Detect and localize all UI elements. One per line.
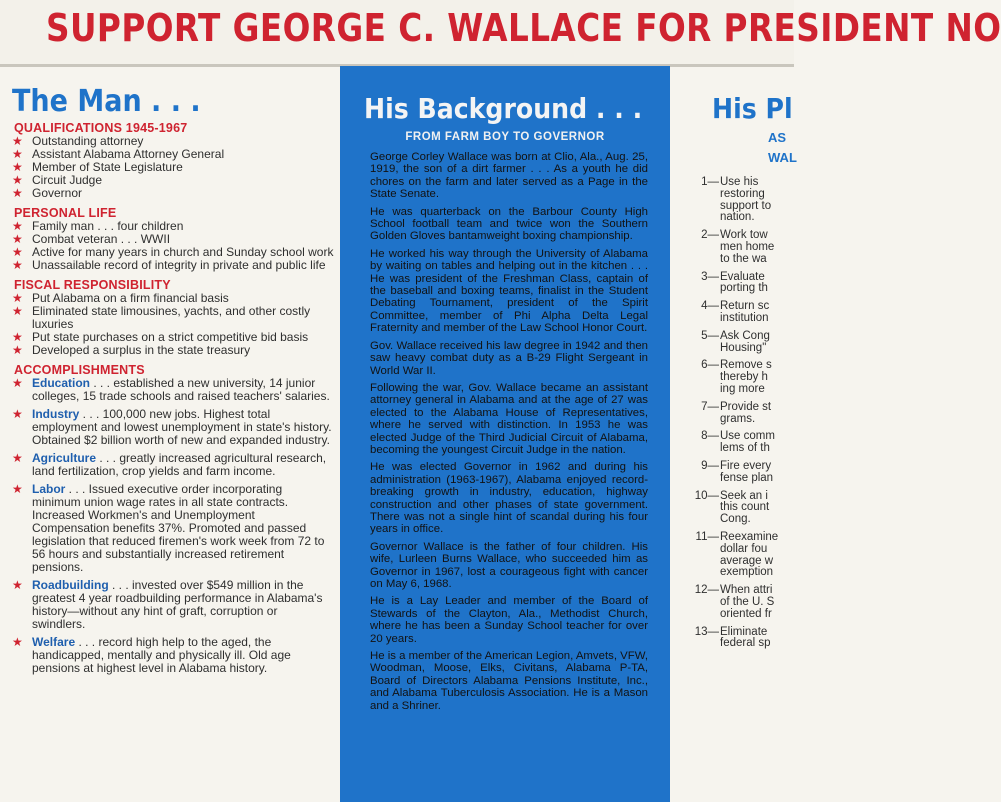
star-icon: ★ [12,304,23,318]
platform-item-text [720,331,770,355]
platform-item-line: Return sc [720,300,770,313]
platform-item-line: Work tow [720,229,768,242]
star-icon: ★ [12,258,23,272]
banner-title: SUPPORT GEORGE C. WALLACE FOR PRESIDENT NO [46,6,1001,50]
platform-item [676,301,794,325]
list-item: ★ Eliminated state limousines, yachts, and other costly luxuries [12,304,311,331]
platform-item-line: nation. [720,211,755,224]
platform-heading: His Pl [712,92,793,125]
background-paragraph: George Corley Wallace was born at Clio, Ala., Aug. 25, 1919, the son of a dirt farmer . . . As a youth he did chores on the farm and later served as a Page in the State Senate. [370,151,648,201]
platform-item-line: dollar fou [720,542,768,555]
platform-item-line: Eliminate [720,625,768,638]
platform-item [676,532,794,579]
platform-item-line: Remove s [720,359,772,372]
platform-item-line: support to [720,199,772,212]
background-paragraph: He was elected Governor in 1962 and during his administration (1963-1967), Alabama enjoyed record-breaking growth in industry, education, highway construction and other phases of state government. There was not a single hint of scandal during his four years in office. [370,461,648,536]
platform-item-line: Fire every [720,459,772,472]
platform-item-number: 11— [695,530,719,543]
background-heading: His Background . . . [364,92,643,125]
platform-item-number: 2— [701,229,719,242]
platform-item-line: Seek an i [720,489,768,502]
platform-item-text [720,301,769,325]
platform-item [676,331,794,355]
platform-item-number: 7— [701,400,719,413]
accomplishments-heading: ACCOMPLISHMENTS [14,363,145,377]
star-icon: ★ [12,343,23,357]
platform-item-number: 1— [701,176,719,188]
list-item: ★ Family man . . . four children [12,219,184,233]
star-icon: ★ [12,245,23,259]
platform-item-text [720,491,769,526]
platform-item [676,272,794,296]
platform-item-line: this count [720,501,770,514]
list-item: ★ Labor . . . Issued executive order incorporating minimum union wage rates in all state contracts. Increased Workmen's and Unemployment Compensation benefits 37%. Promoted and passed legislation that reduced firemen's work week from 72 to 56 hours and substantially increased retirement pensions. [12,482,325,574]
platform-item-line: Use comm [720,430,775,443]
qualifications-list [6,135,334,200]
platform-item [676,431,794,455]
platform-item-line: Cong. [720,513,751,526]
list-item: ★ Agriculture . . . greatly increased agricultural research, land fertilization, crop yields and farm income. [12,451,327,478]
background-subheading: FROM FARM BOY TO GOVERNOR [405,131,605,143]
platform-item-line: When attri [720,584,773,597]
background-paragraph: He worked his way through the University of Alabama by waiting on tables and helping out in the kitchen . . . He was president of the Freshman Class, captain of the baseball and boxing teams, finalist in the Student Debating Tournament, president of the Spirit Committee, member of Phi Alpha Delta Legal Fraternity and member of the Law School Honor Court. [370,247,648,335]
accomplishments-list [6,377,334,675]
platform-item-line: of the U. S [720,595,775,608]
star-icon: ★ [12,291,23,305]
platform-item-text [720,627,771,651]
platform-item-line: average w [720,554,774,567]
platform-item-text [720,177,771,224]
platform-item-text [720,230,774,265]
star-icon: ★ [12,635,23,649]
platform-item-line: grams. [720,412,756,425]
background-paragraph: Following the war, Gov. Wallace became an assistant attorney general in Alabama and at the age of 27 was elected to the Alabama House of Representatives, where he served with distinction. In 1953 he was elected Judge of the Third Judicial Circuit of Alabama, becoming the youngest Circuit Judge in the nation. [370,381,648,456]
platform-item-line: fense plan [720,471,774,484]
the-man-column [6,80,334,681]
list-item: ★ Put Alabama on a firm financial basis [12,291,229,305]
platform-item-line: Housing" [720,341,767,354]
star-icon: ★ [12,376,23,390]
platform-item [676,585,794,620]
platform-item [676,177,794,224]
platform-item-text [720,532,778,579]
platform-item-number: 5— [701,329,719,342]
platform-item-line: thereby h [720,371,768,384]
fiscal-responsibility-list [6,292,334,357]
list-item: ★ Welfare . . . record high help to the aged, the handicapped, mentally and physically ill. Old age pensions at highest level in Alabama history. [12,635,291,675]
background-column [340,66,670,802]
platform-item-line: to the wa [720,252,767,265]
background-paragraph: He was quarterback on the Barbour County High School football team and twice won the Southern Golden Gloves bantamweight boxing championship. [370,205,648,243]
star-icon: ★ [12,407,23,421]
platform-item-number: 8— [701,430,719,443]
platform-item-line: lems of th [720,442,770,455]
platform-item-text [720,461,773,485]
background-paragraph: He is a Lay Leader and member of the Board of Stewards of the Clayton, Ala., Methodist Church, where he has been a Sunday School teacher for over 20 years. [370,595,648,645]
platform-item-line: Use his [720,176,759,188]
star-icon: ★ [12,134,23,148]
list-item: ★ Member of State Legislature [12,160,183,174]
platform-item-line: institution [720,311,769,324]
star-icon: ★ [12,186,23,200]
list-item: ★ Roadbuilding . . . invested over $549 million in the greatest 4 year roadbuilding performance in Alabama's history—without any hint of graft, corruption or swindlers. [12,578,323,631]
star-icon: ★ [12,330,23,344]
platform-item-line: men home [720,240,775,253]
list-item: ★ Active for many years in church and Sunday school work [12,245,334,259]
banner [0,0,1001,67]
list-item: ★ Industry . . . 100,000 new jobs. Highest total employment and lowest unemployment in state's history. Obtained $2 billion worth of new and expanded industry. [12,407,332,447]
the-man-heading: The Man . . . [12,84,201,119]
platform-item-number: 10— [694,489,719,502]
platform-item-number: 12— [694,584,719,597]
platform-subheading-line2: WAL [768,150,797,165]
list-item: ★ Unassailable record of integrity in private and public life [12,258,326,272]
star-icon: ★ [12,482,23,496]
platform-item-number: 13— [694,625,719,638]
platform-item-line: exemption [720,566,774,579]
star-icon: ★ [12,232,23,246]
platform-item-text [720,431,775,455]
background-paragraph: He is a member of the American Legion, Amvets, VFW, Woodman, Moose, Elks, Civitans, Alabama P-TA, Board of Directors Alabama Pensions Institute, Inc., and Alabama Tuberculosis Association. He is a Mason and a Shriner. [370,650,648,712]
background-paragraph: Governor Wallace is the father of four children. His wife, Lurleen Burns Wallace, who succeeded him as Governor in 1967, lost a courageous fight with cancer on May 6, 1968. [370,540,648,590]
list-item: ★ Circuit Judge [12,173,103,187]
platform-item-number: 6— [701,359,719,372]
personal-life-list [6,220,334,272]
fiscal-responsibility-heading: FISCAL RESPONSIBILITY [14,278,171,292]
star-icon: ★ [12,578,23,592]
list-item: ★ Combat veteran . . . WWII [12,232,171,246]
platform-item-text [720,360,772,395]
platform-item-text [720,585,774,620]
platform-item [676,402,794,426]
list-item: ★ Put state purchases on a strict competitive bid basis [12,330,309,344]
list-item: ★ Outstanding attorney [12,134,144,148]
platform-item-number: 9— [701,459,719,472]
platform-item-number: 4— [701,300,719,313]
platform-item-number: 3— [701,270,719,283]
platform-item-text [720,402,771,426]
platform-item [676,230,794,265]
platform-item-line: Evaluate [720,270,765,283]
platform-item-line: ing more [720,382,765,395]
platform-item [676,360,794,395]
list-item: ★ Governor [12,186,83,200]
platform-item [676,461,794,485]
platform-item-line: Ask Cong [720,329,770,342]
background-paragraph: Gov. Wallace received his law degree in 1942 and then saw heavy combat duty as a B-29 Flight Sergeant in World War II. [370,339,648,377]
star-icon: ★ [12,451,23,465]
platform-item-line: Provide st [720,400,772,413]
platform-list [676,177,794,650]
list-item: ★ Education . . . established a new university, 14 junior colleges, 15 trade schools and raised teachers' salaries. [12,376,330,403]
platform-item-line: porting th [720,282,768,295]
platform-item-line: federal sp [720,637,771,650]
list-item: ★ Developed a surplus in the state treasury [12,343,251,357]
personal-life-heading: PERSONAL LIFE [14,206,117,220]
platform-item-line: restoring [720,187,765,200]
star-icon: ★ [12,160,23,174]
star-icon: ★ [12,147,23,161]
platform-column [676,66,797,802]
platform-item-line: oriented fr [720,607,772,620]
platform-item [676,627,794,651]
star-icon: ★ [12,219,23,233]
platform-item [676,491,794,526]
platform-item-text [720,272,768,296]
star-icon: ★ [12,173,23,187]
platform-item-line: Reexamine [720,530,779,543]
list-item: ★ Assistant Alabama Attorney General [12,147,225,161]
platform-subheading-line1: AS [768,130,787,145]
qualifications-heading: QUALIFICATIONS 1945-1967 [14,121,188,135]
